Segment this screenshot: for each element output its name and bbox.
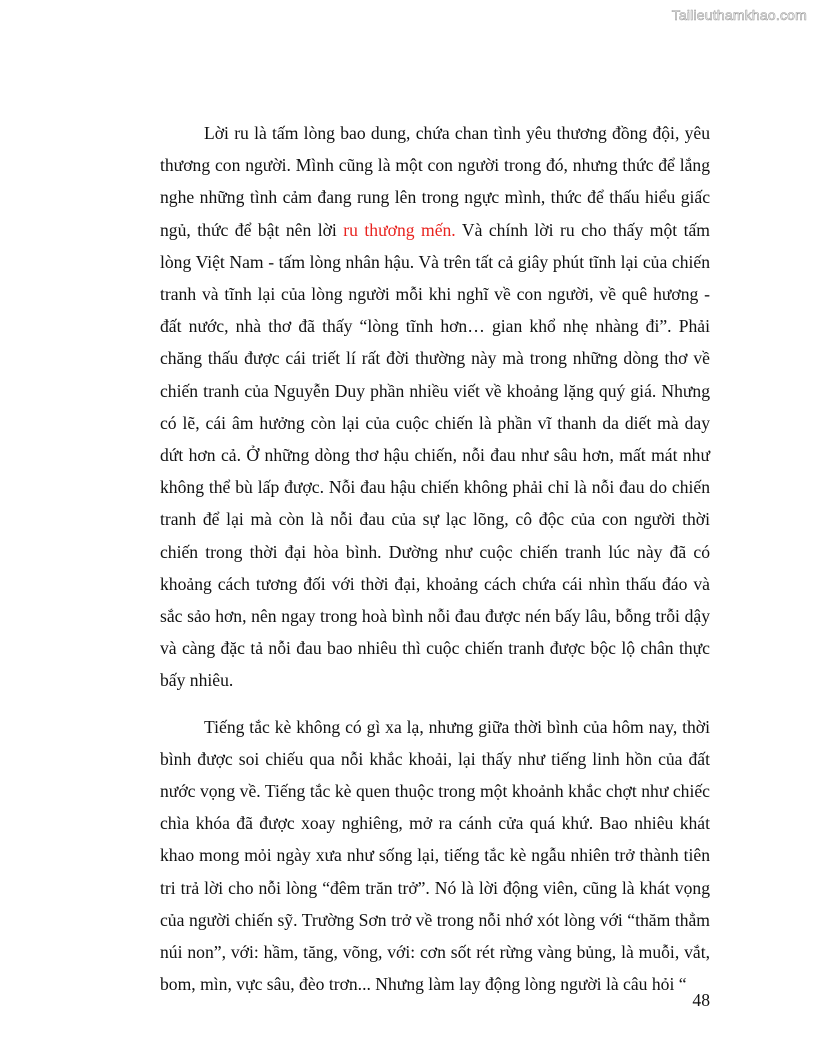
document-body bbox=[160, 117, 710, 1000]
paragraph-1 bbox=[160, 117, 710, 697]
paragraph-1-text-end: Và chính lời ru cho thấy một tấm lòng Việt Nam - tấm lòng nhân hậu. Và trên tất cả giây phút tĩnh lại của chiến tranh và tĩnh lại của lòng người mỗi khi nghĩ về con người, về quê hương - đất nước, nhà thơ đã thấy “lòng tĩnh hơn… gian khổ nhẹ nhàng đi”. Phải chăng thấu được cái triết lí rất đời thường này mà trong những dòng thơ về chiến tranh của Nguyễn Duy phần nhiều viết về khoảng lặng quý giá. Nhưng có lẽ, cái âm hưởng còn lại của cuộc chiến là phần vĩ thanh da diết mà day dứt hơn cả. Ở những dòng thơ hậu chiến, nỗi đau như sâu hơn, mất mát như không thể bù lấp được. Nỗi đau hậu chiến không phải chỉ là nỗi đau do chiến tranh để lại mà còn là nỗi đau của sự lạc lõng, cô độc của con người thời chiến trong thời đại hòa bình. Dường như cuộc chiến tranh lúc này đã có khoảng cách tương đối với thời đại, khoảng cách chứa cái nhìn thấu đáo và sắc sảo hơn, nên ngay trong hoà bình nỗi đau được nén bấy lâu, bỗng trỗi dậy và càng đặc tả nỗi đau bao nhiêu thì cuộc chiến tranh được bộc lộ chân thực bấy nhiêu. bbox=[160, 219, 710, 691]
highlighted-phrase: ru thương mến. bbox=[343, 219, 456, 240]
paragraph-2: Tiếng tắc kè không có gì xa lạ, nhưng giữa thời bình của hôm nay, thời bình được soi chiếu qua nỗi khắc khoải, lại thấy như tiếng linh hồn của đất nước vọng về. Tiếng tắc kè quen thuộc trong một khoảnh khắc chợt như chiếc chìa khóa đã được xoay nghiêng, mở ra cánh cửa quá khứ. Bao nhiêu khát khao mong mỏi ngày xưa như sống lại, tiếng tắc kè ngẫu nhiên trở thành tiên tri trả lời cho nỗi lòng “đêm trăn trở”. Nó là lời động viên, cũng là khát vọng của người chiến sỹ. Trường Sơn trở về trong nỗi nhớ xót lòng với “thăm thẳm núi non”, với: hầm, tăng, võng, với: cơn sốt rét rừng vàng bủng, là muỗi, vắt, bom, mìn, vực sâu, đèo trơn... Nhưng làm lay động lòng người là câu hỏi “ bbox=[160, 716, 710, 995]
paragraph-1-text-start: Lời ru là tấm lòng bao dung, chứa chan tình yêu thương đồng đội, yêu thương con người. Mình cũng là một con người trong đó, nhưng thức để lắng nghe những tình cảm đang rung lên trong ngực mình, thức để thấu hiểu giấc ngủ, thức để bật nên lời bbox=[160, 123, 710, 240]
page-number: 48 bbox=[692, 990, 710, 1010]
watermark-text: Tailieuthamkhao.com bbox=[671, 7, 807, 23]
